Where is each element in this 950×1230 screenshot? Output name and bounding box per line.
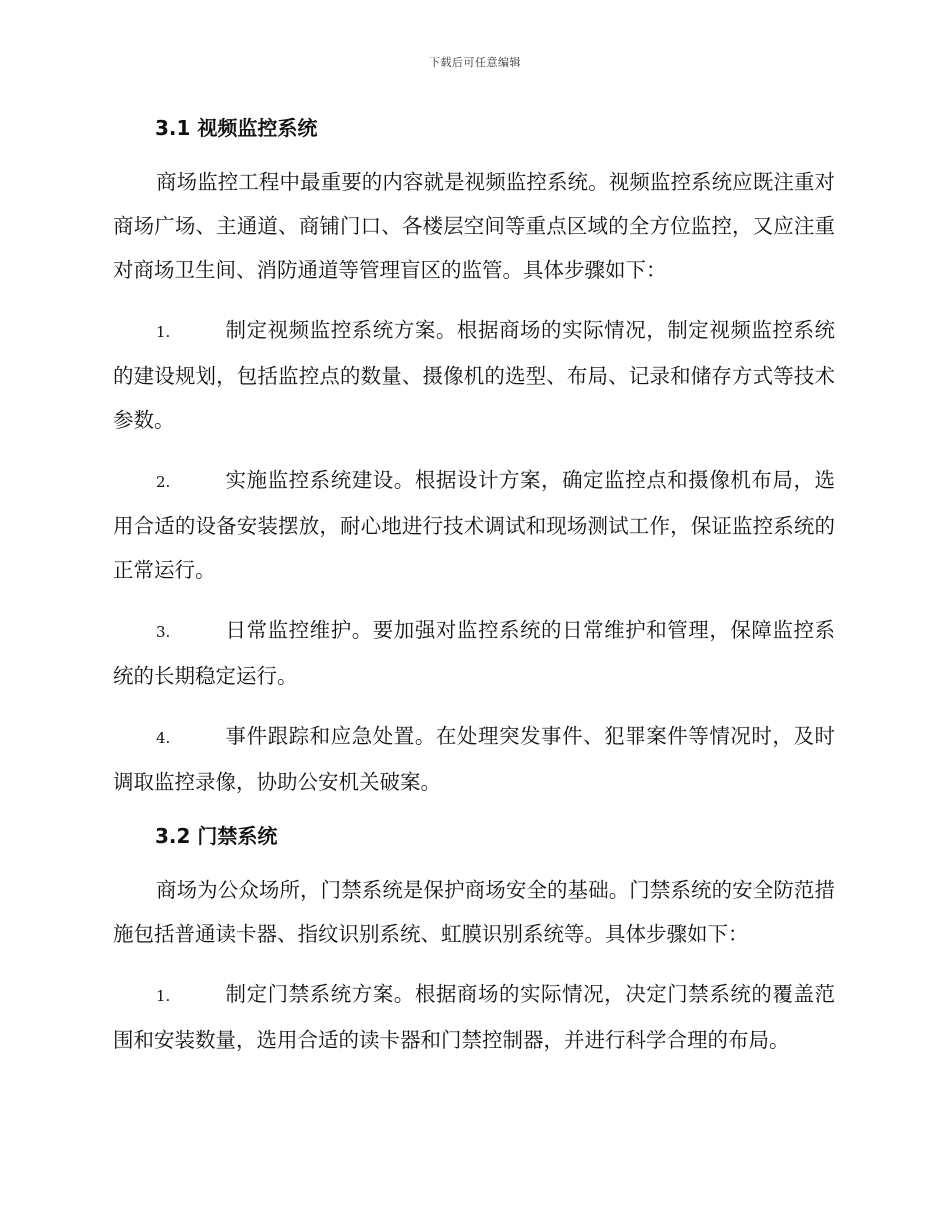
list-item: [113, 608, 835, 698]
section2-intro-paragraph: 商场为公众场所，门禁系统是保护商场安全的基础。门禁系统的安全防范措施包括普通读卡器、指纹识别系统、虹膜识别系统等。具体步骤如下：: [113, 878, 835, 946]
list-item: [113, 308, 835, 442]
list-item-text: 事件跟踪和应急处置。在处理突发事件、犯罪案件等情况时，及时调取监控录像，协助公安机关破案。: [113, 724, 835, 794]
section-heading-video-surveillance: 3.1 视频监控系统: [155, 116, 318, 140]
list-item-number: 1.: [156, 987, 171, 1005]
section1-intro-paragraph: 商场监控工程中最重要的内容就是视频监控系统。视频监控系统应既注重对商场广场、主通道、商铺门口、各楼层空间等重点区域的全方位监控，又应注重对商场卫生间、消防通道等管理盲区的监管。具体步骤如下：: [113, 170, 835, 282]
list-item-number: 4.: [156, 729, 171, 747]
list-item-number: 3.: [156, 623, 171, 641]
list-item: [113, 458, 835, 592]
list-item-text: 制定门禁系统方案。根据商场的实际情况，决定门禁系统的覆盖范围和安装数量，选用合适的读卡器和门禁控制器，并进行科学合理的布局。: [113, 982, 835, 1052]
list-item-text: 实施监控系统建设。根据设计方案，确定监控点和摄像机布局，选用合适的设备安装摆放，耐心地进行技术调试和现场测试工作，保证监控系统的正常运行。: [113, 468, 835, 582]
header-note: 下载后可任意编辑: [429, 56, 521, 69]
list-item: [113, 714, 835, 804]
list-item-text: 日常监控维护。要加强对监控系统的日常维护和管理，保障监控系统的长期稳定运行。: [113, 618, 835, 688]
list-item-number: 1.: [156, 323, 171, 341]
list-item-number: 2.: [156, 473, 171, 491]
list-item: [113, 972, 835, 1062]
document-body: [113, 110, 835, 1062]
section-heading-access-control: 3.2 门禁系统: [155, 824, 278, 848]
list-item-text: 制定视频监控系统方案。根据商场的实际情况，制定视频监控系统的建设规划，包括监控点的数量、摄像机的选型、布局、记录和储存方式等技术参数。: [113, 318, 835, 432]
